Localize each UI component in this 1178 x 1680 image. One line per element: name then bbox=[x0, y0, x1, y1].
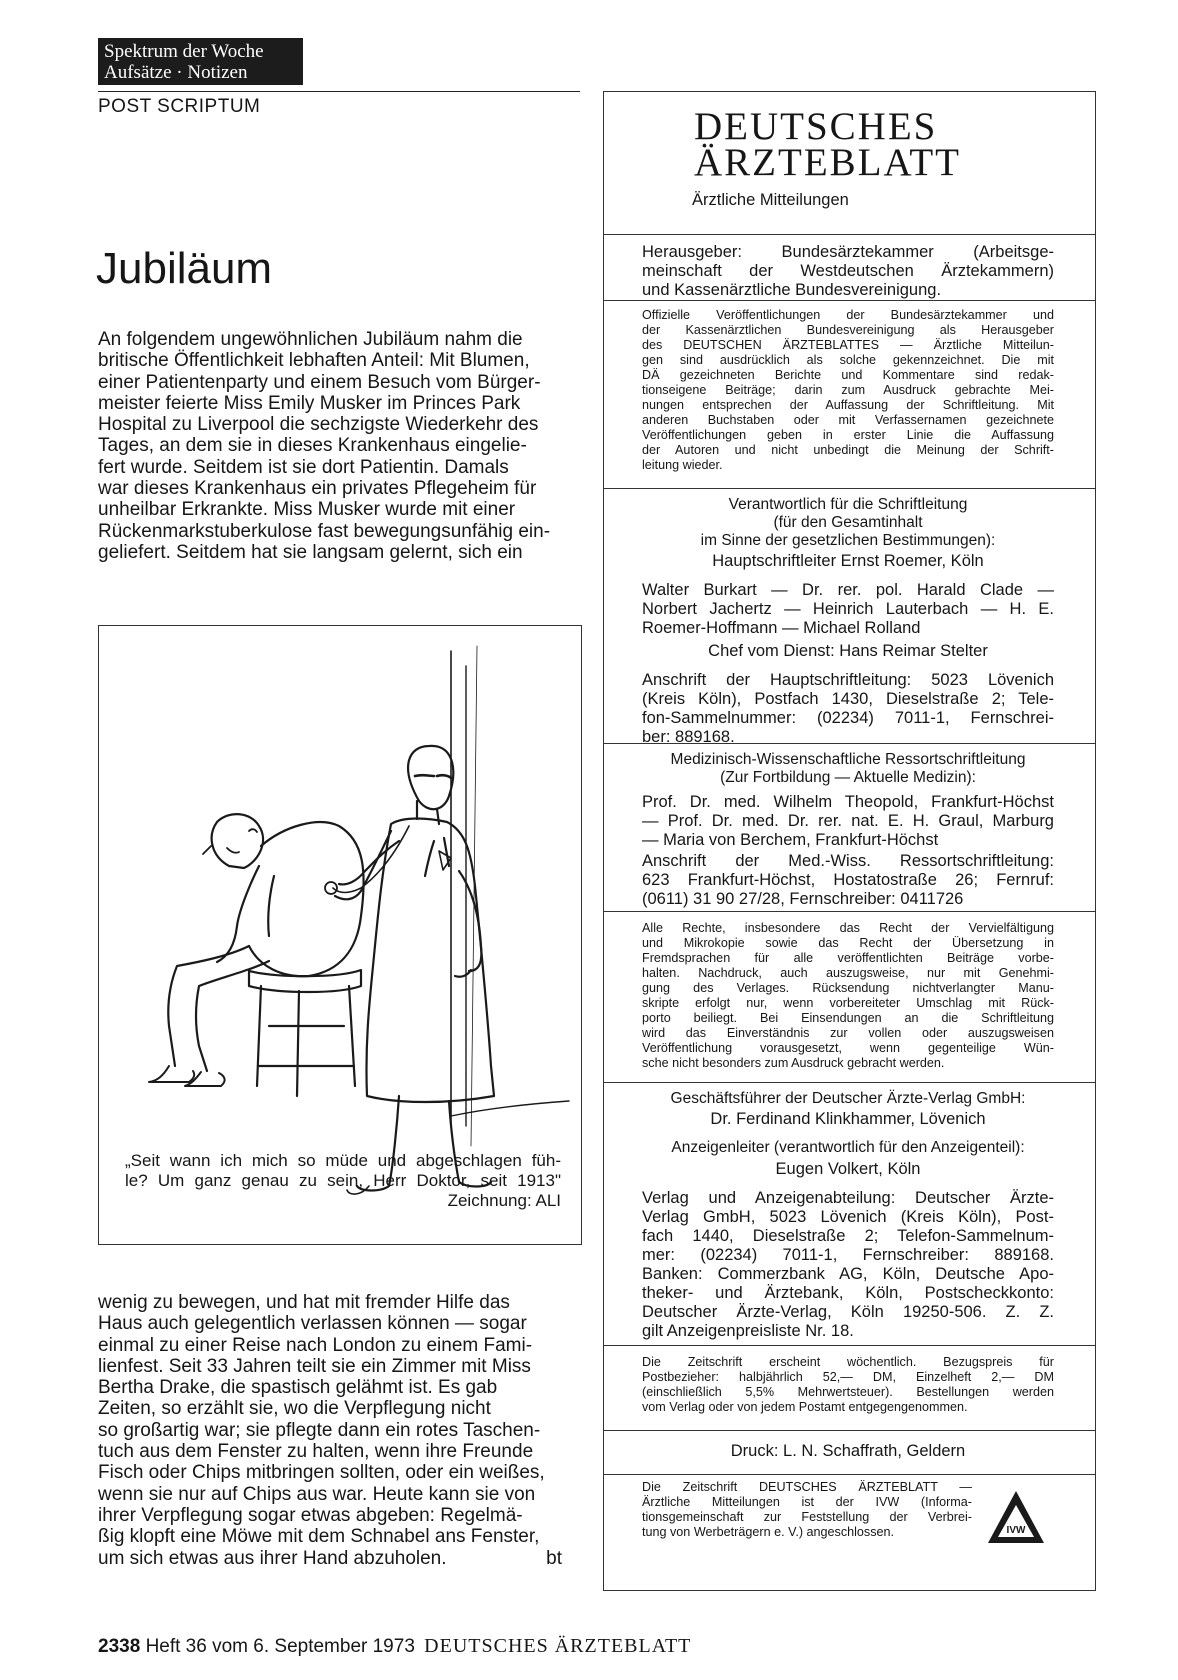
text-line: (0611) 31 90 27/28, Fernschreiber: 0411726 bbox=[642, 890, 964, 908]
text-line: einer Patientenparty und einem Besuch vom Bürger- bbox=[98, 371, 541, 393]
text-line: Rückenmarkstuberkulose fast bewegungsunfähig ein- bbox=[98, 520, 551, 542]
section-label: POST SCRIPTUM bbox=[98, 96, 261, 117]
text-line: der Kassenärztlichen Bundesvereinigung als Herausgeber bbox=[642, 323, 1054, 337]
text-line: Tages, an dem sie in dieses Krankenhaus eingelie- bbox=[98, 435, 527, 457]
text-line: ßig klopft eine Möwe mit dem Schnabel ans Fenster, bbox=[98, 1526, 540, 1548]
text-line: theker- und Ärztebank, Köln, Postscheckkonto: bbox=[642, 1284, 1054, 1302]
medical-heading bbox=[642, 751, 1054, 787]
text-line: (Zur Fortbildung — Aktuelle Medizin): bbox=[720, 769, 976, 786]
ivw-text bbox=[642, 1480, 972, 1540]
text-line: Verantwortlich für die Schriftleitung bbox=[728, 496, 968, 513]
rights-section bbox=[604, 911, 1095, 1082]
page-footer bbox=[98, 1635, 691, 1658]
chief-editor bbox=[642, 552, 1054, 571]
text-line: Fremdsprachen für alle veröffentlichten Beiträge vorbe- bbox=[642, 951, 1054, 965]
text-line: wenig zu bewegen, und hat mit fremder Hilfe das bbox=[98, 1292, 510, 1313]
text-line: tionsgemeinschaft zur Feststellung der Verbrei- bbox=[642, 1510, 972, 1524]
text-line: im Sinne der gesetzlichen Bestimmungen): bbox=[700, 532, 996, 549]
page-number: 2338 bbox=[98, 1636, 141, 1657]
text-line: porto beiliegt. Bei Einsendungen an die Schriftleitung bbox=[642, 1011, 1054, 1025]
text-line bbox=[98, 1548, 580, 1569]
text-line: Postbezieher: halbjährlich 52,— DM, Einzelheft 2,— DM bbox=[642, 1370, 1054, 1384]
text-line: Dr. Ferdinand Klinkhammer, Lövenich bbox=[710, 1110, 986, 1128]
journal-title-line: ÄRZTEBLATT bbox=[694, 141, 961, 184]
cartoon-caption bbox=[125, 1151, 561, 1211]
text-line: meister feierte Miss Emily Musker im Princes Park bbox=[98, 392, 521, 414]
text-line: DÄ gezeichneten Berichte und Kommentare sind redak- bbox=[642, 368, 1054, 382]
text-line: (Kreis Köln), Postfach 1430, Dieselstraße 2; Tele- bbox=[642, 690, 1054, 708]
text-line: und Kassenärztliche Bundesvereinigung. bbox=[642, 281, 942, 299]
section-rule bbox=[98, 91, 580, 92]
text-line: Bertha Drake, die spastisch gelähmt ist. Es gab bbox=[98, 1377, 498, 1399]
text-line-final: um sich etwas aus ihrer Hand abzuholen. bbox=[98, 1547, 447, 1569]
article-title: Jubiläum bbox=[96, 244, 273, 293]
impressum-box bbox=[603, 91, 1096, 1591]
text-line: ber: 889168. bbox=[642, 728, 735, 746]
text-line: Veröffentlichungen geben in erster Linie die Auffassung bbox=[642, 428, 1054, 442]
text-line: Herausgeber: Bundesärztekammer (Arbeitsge- bbox=[642, 243, 1054, 261]
text-line: (für den Gesamtinhalt bbox=[773, 514, 923, 531]
text-line: Chef vom Dienst: Hans Reimar Stelter bbox=[708, 642, 988, 660]
text-line: einmal zu einer Reise nach London zu einem Fami- bbox=[98, 1334, 533, 1356]
footer-journal: DEUTSCHES ÄRZTEBLATT bbox=[424, 1635, 692, 1657]
text-line: — Prof. Dr. med. Dr. rer. nat. E. H. Graul, Marburg bbox=[642, 812, 1054, 830]
text-line: Druck: L. N. Schaffrath, Geldern bbox=[730, 1442, 966, 1460]
issue-info: Heft 36 vom 6. September 1973 bbox=[145, 1636, 415, 1657]
text-line: war dieses Krankenhaus ein privates Pflegeheim für bbox=[98, 478, 537, 500]
official-text bbox=[642, 308, 1054, 473]
text-line: tionseigene Beiträge; darin zum Ausdruck gebrachte Mei- bbox=[642, 383, 1054, 397]
text-line: Medizinisch-Wissenschaftliche Ressortschriftleitung bbox=[670, 751, 1026, 768]
text-line: Anschrift der Med.-Wiss. Ressortschriftleitung: bbox=[642, 852, 1054, 870]
text-line: Roemer-Hoffmann — Michael Rolland bbox=[642, 619, 921, 637]
text-line: Veröffentlichung vorausgesetzt, wenn gegenteilige Wün- bbox=[642, 1041, 1054, 1055]
text-line: Fisch oder Chips mitbringen sollten, oder ein weißes, bbox=[98, 1462, 545, 1484]
text-line: wenn sie nur auf Chips aus war. Heute kann sie von bbox=[98, 1483, 536, 1505]
text-line: Prof. Dr. med. Wilhelm Theopold, Frankfurt-Höchst bbox=[642, 793, 1054, 811]
text-line: An folgendem ungewöhnlichen Jubiläum nahm die bbox=[98, 329, 523, 350]
text-line: Anzeigenleiter (verantwortlich für den Anzeigenteil): bbox=[671, 1139, 1025, 1156]
text-line: Deutscher Ärzte-Verlag, Köln 19250-506. Z. Z. bbox=[642, 1303, 1054, 1321]
text-line: wird das Einverständnis zur vollen oder auszugsweisen bbox=[642, 1026, 1054, 1040]
journal-title bbox=[694, 105, 961, 184]
text-line: — Maria von Berchem, Frankfurt-Höchst bbox=[642, 831, 939, 849]
publisher-text bbox=[642, 243, 1054, 300]
text-line: Verlag GmbH, 5023 Lövenich (Kreis Köln), Post- bbox=[642, 1208, 1054, 1226]
medical-address bbox=[642, 852, 1054, 909]
caption-line: le? Um ganz genau zu sein, Herr Doktor, seit 1913" bbox=[125, 1171, 561, 1190]
text-line: des DEUTSCHEN ÄRZTEBLATTES — Ärztliche Mitteilun- bbox=[642, 338, 1054, 352]
managing-heading bbox=[642, 1090, 1054, 1108]
author-signoff: bt bbox=[546, 1547, 562, 1569]
text-line: (einschließlich 5,5% Mehrwertsteuer). Bestellungen werden bbox=[642, 1385, 1054, 1399]
text-line: Hospital zu Liverpool die sechzigste Wiederkehr des bbox=[98, 414, 539, 436]
text-line: Die Zeitschrift erscheint wöchentlich. Bezugspreis für bbox=[642, 1355, 1054, 1369]
text-line: Eugen Volkert, Köln bbox=[775, 1160, 921, 1178]
ivw-logo-icon bbox=[986, 1489, 1046, 1545]
ivw-section bbox=[604, 1474, 1095, 1590]
rights-text bbox=[642, 921, 1054, 1071]
text-line: Alle Rechte, insbesondere das Recht der Vervielfältigung bbox=[642, 921, 1054, 935]
publisher-section bbox=[604, 234, 1095, 300]
ads-name bbox=[642, 1160, 1054, 1179]
text-line: fert wurde. Seitdem ist sie dort Patientin. Damals bbox=[98, 456, 509, 478]
text-line: 623 Frankfurt-Höchst, Hostatostraße 26; Fernruf: bbox=[642, 871, 1054, 889]
text-line: leitung wieder. bbox=[642, 458, 723, 472]
cartoon-credit: Zeichnung: ALI bbox=[447, 1191, 561, 1210]
text-line: gung des Verlages. Rücksendung nichtverlangter Manu- bbox=[642, 981, 1054, 995]
text-line: unheilbar Erkrankte. Miss Musker wurde mit einer bbox=[98, 499, 516, 521]
text-line: gen sind ausdrücklich als solche gekennzeichnet. Die mit bbox=[642, 353, 1054, 367]
editorial-address bbox=[642, 671, 1054, 747]
text-line: halten. Nachdruck, auch auszugsweise, nur mit Genehmi- bbox=[642, 966, 1054, 980]
badge-line: Aufsätze · Notizen bbox=[104, 62, 248, 83]
caption-line: „Seit wann ich mich so müde und abgeschlagen füh- bbox=[125, 1151, 561, 1170]
print-section bbox=[604, 1430, 1095, 1474]
text-line: fon-Sammelnummer: (02234) 7011-1, Fernschrei- bbox=[642, 709, 1054, 727]
subscription-text bbox=[642, 1355, 1054, 1415]
text-line: Banken: Commerzbank AG, Köln, Deutsche Apo- bbox=[642, 1265, 1054, 1283]
text-line: nungen entsprechen der Auffassung der Schriftleitung. Mit bbox=[642, 398, 1054, 412]
text-line: Geschäftsführer der Deutscher Ärzte-Verlag GmbH: bbox=[670, 1090, 1026, 1107]
subscription-section bbox=[604, 1345, 1095, 1430]
text-line: ihrer Verpflegung sogar etwas abgeben: Regelmä- bbox=[98, 1504, 523, 1526]
official-section bbox=[604, 300, 1095, 488]
text-line: der Autoren und nicht unbedingt die Meinung der Schrift- bbox=[642, 443, 1054, 457]
publisher-address bbox=[642, 1189, 1054, 1341]
text-line: lienfest. Seit 33 Jahren teilt sie ein Zimmer mit Miss bbox=[98, 1355, 531, 1377]
journal-subtitle: Ärztliche Mitteilungen bbox=[692, 191, 849, 209]
medical-editors bbox=[642, 793, 1054, 850]
ads-heading bbox=[642, 1139, 1054, 1157]
text-line: gilt Anzeigenpreisliste Nr. 18. bbox=[642, 1322, 854, 1340]
text-line: Hauptschriftleiter Ernst Roemer, Köln bbox=[712, 552, 984, 570]
badge-line: Spektrum der Woche bbox=[104, 41, 264, 62]
text-line: anderen Buchstaben oder mit Verfassernamen gezeichnete bbox=[642, 413, 1054, 427]
managing-name bbox=[642, 1110, 1054, 1129]
text-line: britische Öffentlichkeit lebhaften Anteil: Mit Blumen, bbox=[98, 350, 530, 372]
text-line: so großartig war; sie pflegte dann ein rotes Taschen- bbox=[98, 1419, 541, 1441]
text-line: Ärztliche Mitteilungen ist der IVW (Informa- bbox=[642, 1495, 972, 1509]
text-line: Norbert Jachertz — Heinrich Lauterbach — H. E. bbox=[642, 600, 1054, 618]
text-line: tung von Werbeträgern e. V.) angeschlossen. bbox=[642, 1525, 895, 1539]
ivw-logo-text: IVW bbox=[1006, 1525, 1026, 1536]
masthead bbox=[604, 92, 1095, 234]
medical-section bbox=[604, 743, 1095, 911]
article-paragraph-2 bbox=[98, 1292, 580, 1569]
text-line: Anschrift der Hauptschriftleitung: 5023 Lövenich bbox=[642, 671, 1054, 689]
article-paragraph-1 bbox=[98, 329, 580, 563]
text-line: vom Verlag oder von jedem Postamt entgegengenommen. bbox=[642, 1400, 968, 1414]
editorial-section bbox=[604, 488, 1095, 746]
chef-vom-dienst bbox=[642, 642, 1054, 661]
editors-list bbox=[642, 581, 1054, 638]
text-line: skripte erfolgt nur, wenn vorbereiteter Umschlag mit Rück- bbox=[642, 996, 1054, 1010]
printer bbox=[642, 1442, 1054, 1461]
text-line: fach 1440, Dieselstraße 2; Telefon-Sammelnum- bbox=[642, 1227, 1054, 1245]
text-line: und Mikrokopie sowie das Recht der Übersetzung in bbox=[642, 936, 1054, 950]
text-line: Die Zeitschrift DEUTSCHES ÄRZTEBLATT — bbox=[642, 1480, 972, 1494]
text-line: Zeiten, so erzählt sie, wo die Verpflegung nicht bbox=[98, 1398, 491, 1420]
responsible-heading bbox=[642, 496, 1054, 550]
text-line: meinschaft der Westdeutschen Ärztekammern) bbox=[642, 262, 1054, 280]
text-line: geliefert. Seitdem hat sie langsam gelernt, sich ein bbox=[98, 541, 523, 563]
text-line: tuch aus dem Fenster zu halten, wenn ihre Freunde bbox=[98, 1441, 534, 1463]
publisher-house-section bbox=[604, 1082, 1095, 1345]
text-line: mer: (02234) 7011-1, Fernschreiber: 889168. bbox=[642, 1246, 1054, 1264]
section-badge bbox=[98, 38, 303, 85]
text-line: Offizielle Veröffentlichungen der Bundesärztekammer und bbox=[642, 308, 1054, 322]
text-line: Walter Burkart — Dr. rer. pol. Harald Clade — bbox=[642, 581, 1054, 599]
text-line: Verlag und Anzeigenabteilung: Deutscher Ärzte- bbox=[642, 1189, 1054, 1207]
text-line: Haus auch gelegentlich verlassen können — sogar bbox=[98, 1313, 527, 1335]
text-line: sche nicht besonders zum Ausdruck gebracht werden. bbox=[642, 1056, 945, 1070]
journal-title-line: DEUTSCHES bbox=[694, 105, 938, 148]
